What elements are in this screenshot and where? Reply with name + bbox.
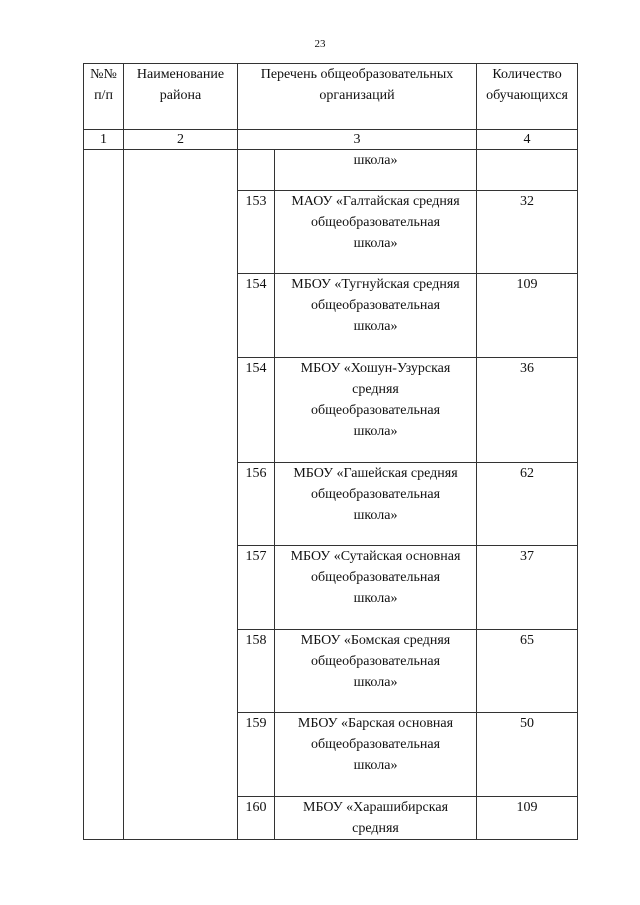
org-name: МАОУ «Галтайская средняя общеобразовательная школа» — [275, 191, 477, 274]
header-district: Наименование района — [124, 64, 238, 130]
org-name: МБОУ «Барская основная общеобразовательная школа» — [275, 713, 477, 797]
header-index: №№ п/п — [84, 64, 124, 130]
row-index: 154 — [238, 274, 275, 358]
schools-table — [83, 63, 578, 840]
org-name: МБОУ «Гашейская средняя общеобразовательная школа» — [275, 463, 477, 546]
row-index — [238, 150, 275, 191]
org-name: школа» — [275, 150, 477, 191]
student-count: 50 — [477, 713, 578, 797]
org-name: МБОУ «Бомская средняя общеобразовательная школа» — [275, 630, 477, 713]
header-organizations: Перечень общеобразовательных организаций — [238, 64, 477, 130]
column-number: 3 — [238, 130, 477, 150]
index-merged-cell — [84, 150, 124, 840]
student-count: 109 — [477, 274, 578, 358]
student-count: 109 — [477, 797, 578, 840]
column-number: 1 — [84, 130, 124, 150]
table-header-row — [84, 64, 578, 130]
row-index: 158 — [238, 630, 275, 713]
row-index: 154 — [238, 358, 275, 463]
row-index: 153 — [238, 191, 275, 274]
row-index: 160 — [238, 797, 275, 840]
row-index: 156 — [238, 463, 275, 546]
column-number: 2 — [124, 130, 238, 150]
row-index: 157 — [238, 546, 275, 630]
column-numbers-row — [84, 130, 578, 150]
student-count: 36 — [477, 358, 578, 463]
header-students: Количество обучающихся — [477, 64, 578, 130]
student-count — [477, 150, 578, 191]
student-count: 62 — [477, 463, 578, 546]
org-name: МБОУ «Харашибирская средняя — [275, 797, 477, 840]
student-count: 65 — [477, 630, 578, 713]
district-merged-cell — [124, 150, 238, 840]
org-name: МБОУ «Хошун-Узурская средняя общеобразовательная школа» — [275, 358, 477, 463]
page-number: 23 — [314, 38, 326, 50]
org-name: МБОУ «Тугнуйская средняя общеобразовательная школа» — [275, 274, 477, 358]
row-index: 159 — [238, 713, 275, 797]
student-count: 37 — [477, 546, 578, 630]
student-count: 32 — [477, 191, 578, 274]
table-row — [84, 150, 578, 191]
column-number: 4 — [477, 130, 578, 150]
org-name: МБОУ «Сутайская основная общеобразовательная школа» — [275, 546, 477, 630]
